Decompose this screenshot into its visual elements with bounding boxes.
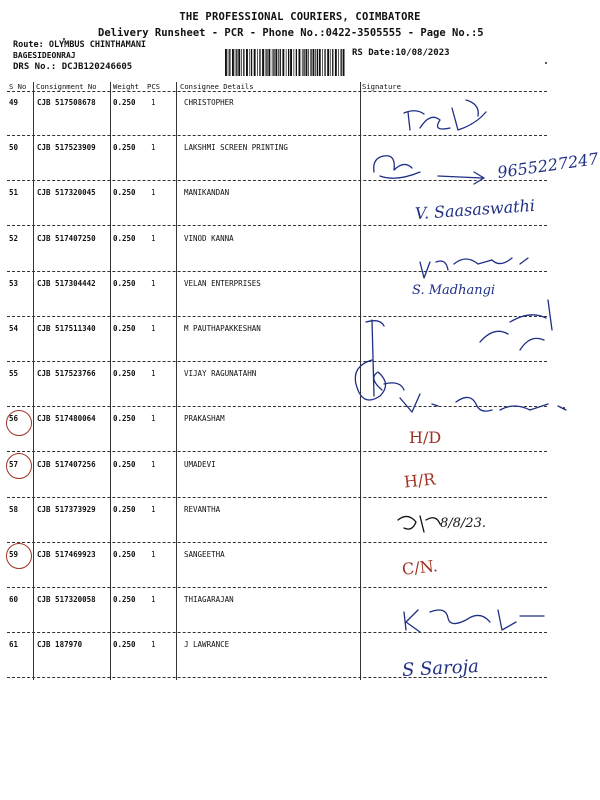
- row-sno: 60: [9, 595, 19, 605]
- row-consignee: THIAGARAJAN: [184, 595, 234, 605]
- row-divider: [7, 271, 547, 272]
- row-sno: 50: [9, 143, 19, 153]
- row-divider: [7, 497, 547, 498]
- row-consignment-no: CJB 517469923: [37, 550, 96, 559]
- row-pcs: 1: [151, 188, 156, 198]
- col-header-weight: Weight: [113, 82, 139, 91]
- row-weight: 0.250: [113, 504, 136, 514]
- row-pcs: 1: [151, 640, 156, 650]
- col-rule: [176, 82, 177, 680]
- date-58: 8/8/23.: [440, 516, 486, 531]
- row-sno: 52: [9, 233, 19, 243]
- row-pcs: 1: [151, 98, 156, 107]
- row-consignee: CHRISTOPHER: [184, 98, 234, 107]
- row-weight: 0.250: [113, 233, 136, 243]
- scan-speck: [63, 38, 65, 40]
- row-weight: 0.250: [113, 369, 136, 379]
- col-header-signature: Signature: [362, 82, 401, 91]
- signature-53: S. Madhangi: [412, 283, 496, 298]
- row-consignee: MANIKANDAN: [184, 188, 230, 198]
- scan-speck: [563, 407, 565, 409]
- row-pcs: 1: [151, 504, 156, 514]
- exception-circle: [6, 410, 32, 436]
- barcode-icon: [225, 49, 345, 76]
- row-divider: [7, 542, 547, 543]
- row-consignment-no: CJB 517320058: [37, 595, 96, 605]
- row-weight: 0.250: [113, 640, 136, 650]
- row-pcs: 1: [151, 278, 156, 288]
- row-sno: 53: [9, 278, 19, 288]
- row-divider: [7, 316, 547, 317]
- row-pcs: 1: [151, 233, 156, 243]
- row-divider: [7, 632, 547, 633]
- row-consignee: VIJAY RAGUNATAHN: [184, 369, 257, 379]
- row-consignee: VINOD KANNA: [184, 233, 234, 243]
- row-divider: [7, 587, 547, 588]
- exception-circle: [6, 453, 32, 479]
- agent-label: BAGESIDEONRAJ: [13, 51, 76, 60]
- row-consignee: PRAKASHAM: [184, 414, 225, 424]
- row-sno: 61: [9, 640, 19, 650]
- row-weight: 0.250: [113, 414, 136, 424]
- col-rule: [360, 82, 361, 680]
- runsheet-title: Delivery Runsheet - PCR - Phone No.:0422-3505555 - Page No.:5: [98, 27, 484, 39]
- route-label: Route: OLYMBUS CHINTHAMANI: [13, 40, 147, 50]
- row-consignment-no: CJB 517523909: [37, 143, 96, 153]
- row-divider: [7, 180, 547, 181]
- row-consignment-no: CJB 517407256: [37, 459, 96, 469]
- signature-61: S Saroja: [401, 656, 480, 681]
- col-rule: [33, 82, 34, 680]
- row-weight: 0.250: [113, 595, 136, 605]
- row-sno: 57: [9, 459, 19, 469]
- mark-59: C/N.: [401, 556, 439, 579]
- scan-speck: [545, 62, 547, 64]
- row-pcs: 1: [151, 369, 156, 379]
- col-header-sno: S No: [9, 82, 27, 91]
- row-pcs: 1: [151, 459, 156, 469]
- row-weight: 0.250: [113, 278, 136, 288]
- company-title: THE PROFESSIONAL COURIERS, COIMBATORE: [179, 11, 421, 23]
- row-weight: 0.250: [113, 324, 136, 333]
- row-consignee: SANGEETHA: [184, 550, 225, 559]
- row-consignment-no: CJB 517523766: [37, 369, 96, 379]
- col-header-pcs: PCS: [147, 82, 160, 91]
- row-consignment-no: CJB 187970: [37, 640, 83, 650]
- row-sno: 58: [9, 504, 19, 514]
- row-weight: 0.250: [113, 459, 136, 469]
- drs-number: DRS No.: DCJB120246605: [13, 62, 133, 72]
- row-divider: [7, 135, 547, 136]
- row-divider: [7, 451, 547, 452]
- row-consignee: J LAWRANCE: [184, 640, 230, 650]
- row-pcs: 1: [151, 324, 156, 333]
- row-consignee: REVANTHA: [184, 504, 221, 514]
- mark-56: H/D: [409, 428, 442, 447]
- row-sno: 55: [9, 369, 19, 379]
- exception-circle: [6, 543, 32, 569]
- row-consignment-no: CJB 517480064: [37, 414, 96, 424]
- row-divider: [7, 225, 547, 226]
- row-pcs: 1: [151, 595, 156, 605]
- row-consignment-no: CJB 517407250: [37, 233, 96, 243]
- row-sno: 56: [9, 414, 19, 424]
- rs-date: RS Date:10/08/2023: [352, 48, 450, 58]
- row-consignee: UMADEVI: [184, 459, 216, 469]
- row-consignee: LAKSHMI SCREEN PRINTING: [184, 143, 288, 153]
- phone-handwritten: 9655227247: [496, 149, 600, 182]
- row-pcs: 1: [151, 414, 156, 424]
- row-consignment-no: CJB 517304442: [37, 278, 96, 288]
- row-sno: 51: [9, 188, 19, 198]
- col-header-consignee: Consignee Details: [180, 82, 254, 91]
- row-consignment-no: CJB 517508678: [37, 98, 96, 107]
- row-consignee: VELAN ENTERPRISES: [184, 278, 261, 288]
- signature-51: V. Saasaswathi: [414, 195, 536, 224]
- row-weight: 0.250: [113, 143, 136, 153]
- row-divider: [7, 406, 547, 407]
- row-weight: 0.250: [113, 188, 136, 198]
- row-consignee: M PAUTHAPAKKESHAN: [184, 324, 261, 333]
- header-rule: [7, 91, 547, 92]
- row-sno: 54: [9, 324, 19, 333]
- row-sno: 59: [9, 550, 19, 559]
- row-weight: 0.250: [113, 98, 136, 107]
- row-pcs: 1: [151, 143, 156, 153]
- row-consignment-no: CJB 517373929: [37, 504, 96, 514]
- col-header-consignment: Consignment No: [36, 82, 97, 91]
- mark-57: H/R: [403, 469, 437, 492]
- row-consignment-no: CJB 517511340: [37, 324, 96, 333]
- col-rule: [110, 82, 111, 680]
- row-pcs: 1: [151, 550, 156, 559]
- row-sno: 49: [9, 98, 19, 107]
- row-divider: [7, 361, 547, 362]
- row-consignment-no: CJB 517320045: [37, 188, 96, 198]
- row-weight: 0.250: [113, 550, 136, 559]
